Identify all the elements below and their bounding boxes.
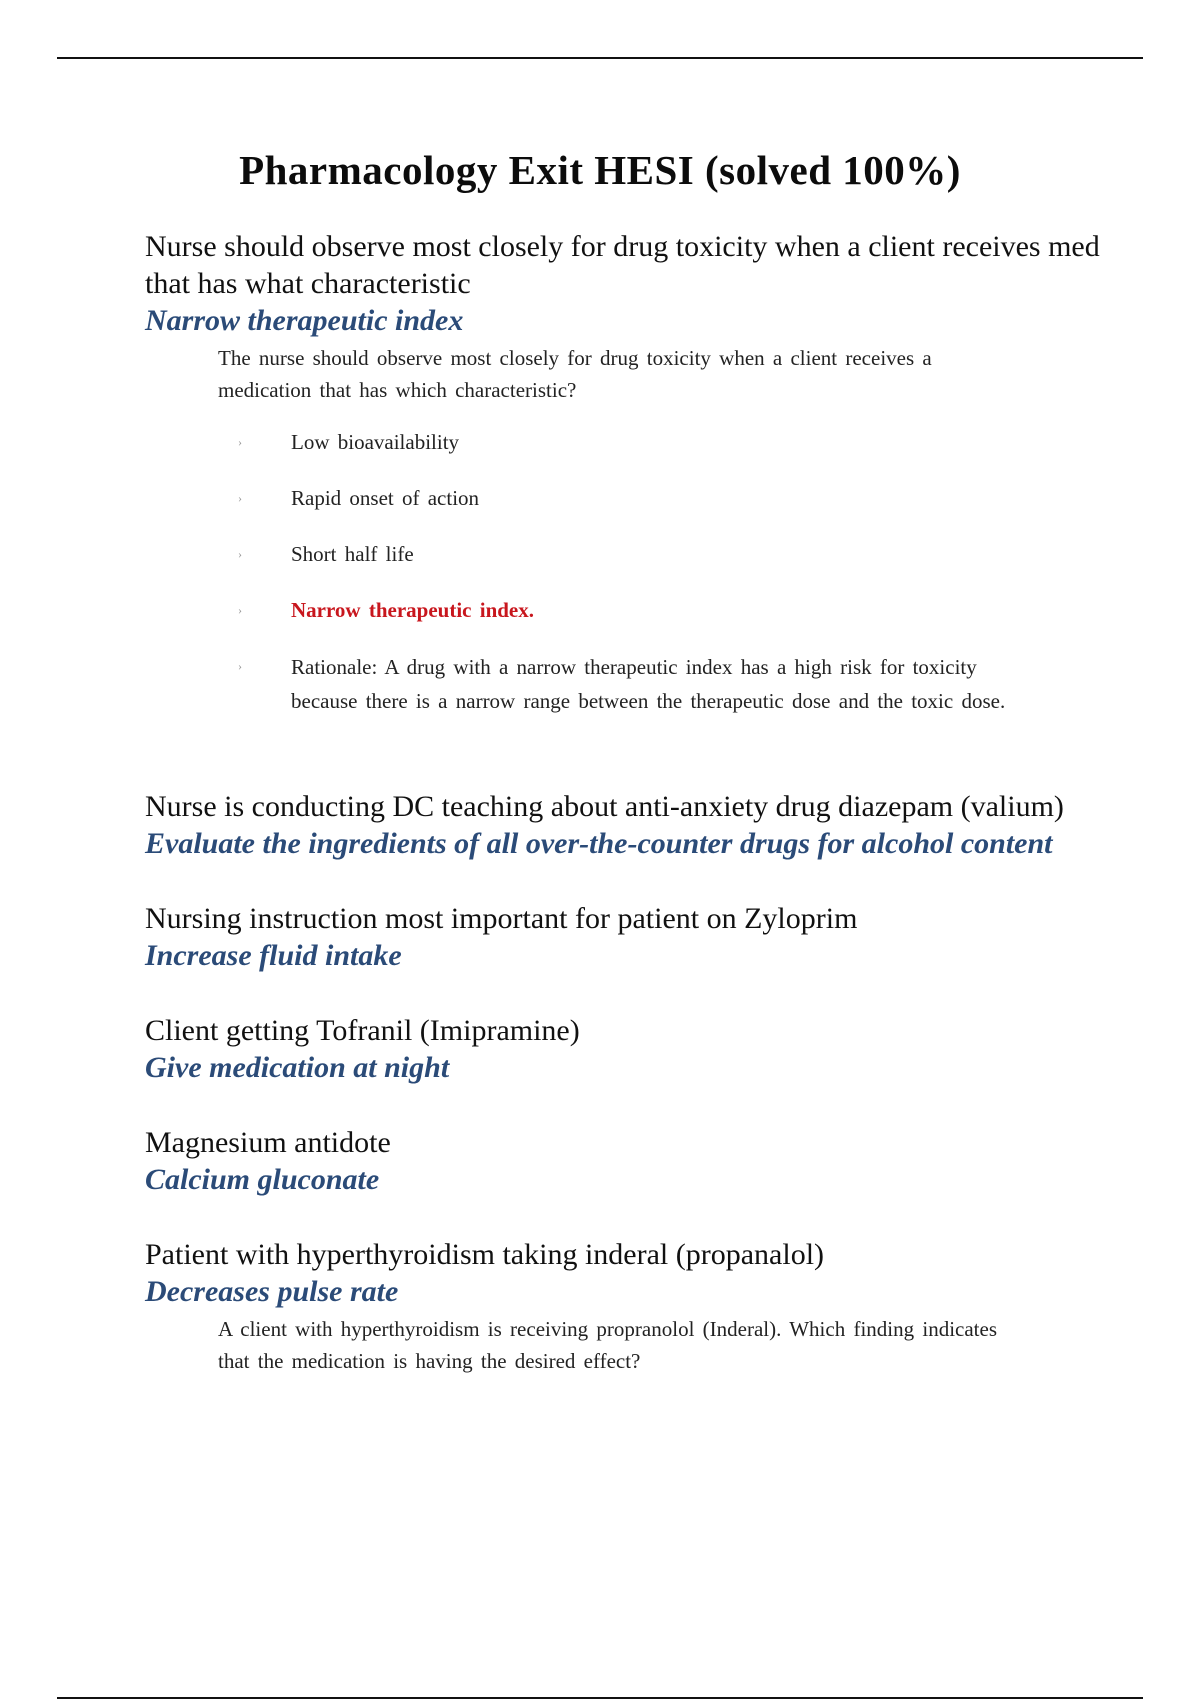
question-text: Nursing instruction most important for patient on Zyloprim xyxy=(145,902,858,935)
option-item xyxy=(238,538,1018,570)
bullet-icon: › xyxy=(238,491,242,505)
bullet-icon: › xyxy=(238,435,242,449)
qa-item xyxy=(145,1012,1145,1086)
answer-text: Give medication at night xyxy=(145,1051,450,1084)
qa-item xyxy=(145,228,1145,718)
rationale-item xyxy=(238,650,1051,718)
document-body xyxy=(145,228,1145,1377)
page-title: Pharmacology Exit HESI (solved 100%) xyxy=(239,147,961,193)
question-detail xyxy=(218,342,1018,718)
option-item xyxy=(238,482,1018,514)
question-detail xyxy=(218,1313,1018,1377)
question-text: Client getting Tofranil (Imipramine) xyxy=(145,1014,580,1047)
qa-item xyxy=(145,788,1145,862)
answer-text: Decreases pulse rate xyxy=(145,1275,399,1308)
option-item xyxy=(238,426,1018,458)
bottom-rule xyxy=(57,1697,1143,1699)
option-text: Low bioavailability xyxy=(291,430,460,454)
detail-question-text: The nurse should observe most closely for drug toxicity when a client receives a medication that has which characteristic? xyxy=(218,346,932,402)
option-text: Rapid onset of action xyxy=(291,486,480,510)
answer-options-list xyxy=(218,426,1018,718)
bullet-icon: › xyxy=(238,603,242,617)
answer-text: Evaluate the ingredients of all over-the-counter drugs for alcohol content xyxy=(145,827,1053,860)
bullet-icon: › xyxy=(238,659,242,673)
option-text: Short half life xyxy=(291,542,414,566)
answer-text: Increase fluid intake xyxy=(145,939,402,972)
qa-item xyxy=(145,1124,1145,1198)
qa-item xyxy=(145,1236,1145,1377)
rationale-text: Rationale: A drug with a narrow therapeutic index has a high risk for toxicity because there is a narrow range between the therapeutic dose and the toxic dose. xyxy=(291,655,1006,713)
question-text: Nurse is conducting DC teaching about anti-anxiety drug diazepam (valium) xyxy=(145,790,1064,823)
option-item-correct xyxy=(238,594,1018,626)
bullet-icon: › xyxy=(238,547,242,561)
detail-question-text: A client with hyperthyroidism is receiving propranolol (Inderal). Which finding indicates that the medication is having the desired effect? xyxy=(218,1317,998,1373)
qa-item xyxy=(145,900,1145,974)
option-text: Narrow therapeutic index. xyxy=(291,598,534,622)
answer-text: Calcium gluconate xyxy=(145,1163,380,1196)
top-rule xyxy=(57,57,1143,59)
answer-text: Narrow therapeutic index xyxy=(145,304,464,337)
question-text: Magnesium antidote xyxy=(145,1126,391,1159)
question-text: Patient with hyperthyroidism taking inderal (propanalol) xyxy=(145,1238,825,1271)
question-text: Nurse should observe most closely for drug toxicity when a client receives med that has what characteristic xyxy=(145,230,1100,300)
